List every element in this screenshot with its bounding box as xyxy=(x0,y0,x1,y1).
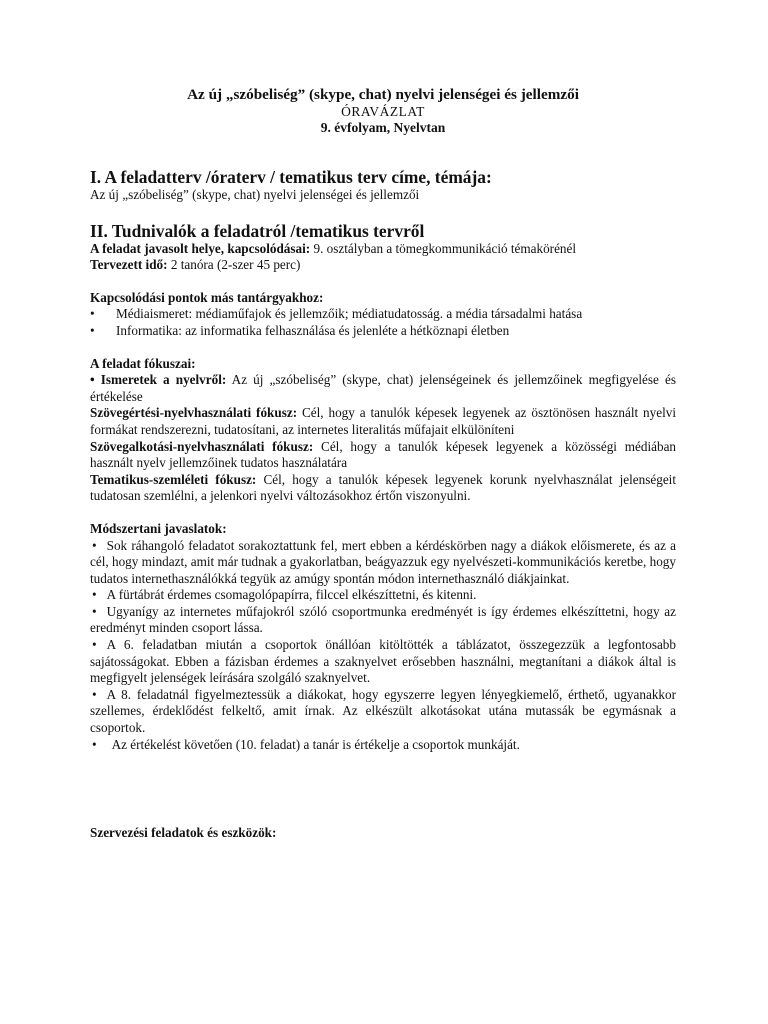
planned-time-value: 2 tanóra (2-szer 45 perc) xyxy=(167,257,301,273)
recommended-place-value: 9. osztályban a tömegkommunikáció témakörénél xyxy=(310,240,577,256)
bullet-icon: • xyxy=(90,306,95,322)
list-item-text: A 8. feladatnál figyelmeztessük a diákokat, hogy egyszerre legyen lényegkiemelő, érthető, ugyanakkor szellemes, érdeklődést felkeltő, amit írnak. Az elkészült alkotásokat utána mutassák be egymásnak a csoportok. xyxy=(90,686,676,736)
bullet-icon: • xyxy=(90,322,95,338)
section2-heading: II. Tudnivalók a feladatról /tematikus tervről xyxy=(90,220,425,241)
focus-comprehension xyxy=(90,405,676,438)
focus-knowledge-value: Az új „szóbeliség” (skype, chat) jelenségeinek és jellemzőinek megfigyelése és értékelése xyxy=(90,372,676,404)
list-item-text: Az értékelést követően (10. feladat) a tanár is értékelje a csoportok munkáját. xyxy=(111,736,520,752)
bullet-icon: • xyxy=(92,603,97,619)
methods-heading xyxy=(90,521,676,538)
section1-heading: I. A feladatterv /óraterv / tematikus terv címe, témája: xyxy=(90,167,492,187)
recommended-place-label: A feladat javasolt helye, kapcsolódásai: xyxy=(90,240,311,256)
bullet-icon: • xyxy=(92,537,97,553)
focus-comprehension-label: Szövegértési-nyelvhasználati fókusz: xyxy=(90,405,298,421)
connections-heading-text: Kapcsolódási pontok más tantárgyakhoz: xyxy=(90,289,324,305)
focus-thematic xyxy=(90,472,676,505)
planned-time-label: Tervezett idő: xyxy=(90,257,168,273)
focus-heading xyxy=(90,356,676,373)
document-page xyxy=(90,86,676,842)
list-item-text: A fürtábrát érdemes csomagolópapírra, filccel elkészíttetni, és kitenni. xyxy=(106,587,477,603)
bullet-icon: • xyxy=(90,372,95,388)
methods-list xyxy=(90,538,676,754)
organization-heading-text: Szervezési feladatok és eszközök: xyxy=(90,825,277,841)
focus-heading-text: A feladat fókuszai: xyxy=(90,355,196,371)
list-item-text: A 6. feladatban miután a csoportok önállóan kitöltötték a táblázatot, összegezzük a legfontosabb sajátosságokat. Ebben a fázisban érdemes a szaknyelvet erősebben használni, megtanítani a diákok által is megfigyelt jelenségek leírására szolgáló szaknyelvet. xyxy=(90,637,676,686)
list-item xyxy=(90,538,676,588)
focus-thematic-value: Cél, hogy a tanulók képesek legyenek korunk nyelvhasználat jelenségeit tudatosan szemlélni, a jelenkori nyelvi változásokhoz értőn viszonyulni. xyxy=(90,471,676,504)
section1-text: Az új „szóbeliség” (skype, chat) nyelvi jelenségei és jellemzői xyxy=(90,187,420,202)
methods-heading-text: Módszertani javaslatok: xyxy=(90,520,227,536)
organization-heading xyxy=(90,825,676,842)
focus-composition-value: Cél, hogy a tanulók képesek legyenek a közösségi médiában használt nyelv jellemzőinek tudatos használatára xyxy=(90,438,677,471)
connections-list xyxy=(90,306,676,339)
bullet-icon: • xyxy=(92,587,97,603)
document-subtitle: ÓRAVÁZLAT xyxy=(341,104,425,119)
focus-knowledge-label: Ismeretek a nyelvről: xyxy=(100,372,227,388)
focus-comprehension-value: Cél, hogy a tanulók képesek legyenek az ösztönösen használt nyelvi formákat rendszerezni, tudatosítani, az internetes literalitás műfajait elkülöníteni xyxy=(90,405,677,437)
focus-composition xyxy=(90,439,676,472)
list-item xyxy=(90,687,676,737)
list-item-text: Sok ráhangoló feladatot sorakoztattunk fel, mert ebben a kérdéskörben nagy a diákok előismerete, és az a cél, hogy mindazt, amit már tudnak a gyakorlatban, beágyazzuk egy nyelvészeti-kommunikációs keretbe, hogy tudatos internethasználókká tegyük az amúgy spontán módon internethasználó diákjainkat. xyxy=(90,537,676,586)
connections-heading xyxy=(90,290,676,307)
bullet-icon: • xyxy=(92,637,97,653)
list-item xyxy=(90,604,676,637)
list-item xyxy=(90,737,676,754)
bullet-icon: • xyxy=(92,736,97,752)
focus-knowledge xyxy=(90,372,676,405)
recommended-place xyxy=(90,241,676,258)
list-item xyxy=(90,323,676,340)
list-item xyxy=(90,637,676,687)
bullet-icon: • xyxy=(92,686,97,702)
list-item xyxy=(90,587,676,604)
grade-subject: 9. évfolyam, Nyelvtan xyxy=(320,120,446,135)
list-item-text: Informatika: az informatika felhasználása és jelenléte a hétköznapi életben xyxy=(116,322,510,338)
document-title: Az új „szóbeliség” (skype, chat) nyelvi jelenségei és jellemzői xyxy=(187,86,579,103)
list-item xyxy=(90,306,676,323)
list-item-text: Médiaismeret: médiaműfajok és jellemzőik; médiatudatosság. a média társadalmi hatása xyxy=(116,306,583,322)
planned-time xyxy=(90,257,676,274)
list-item-text: Ugyanígy az internetes műfajokról szóló csoportmunka eredményét is így érdemes elkészíttetni, hogy az eredményt minden csoport lássa. xyxy=(90,603,676,636)
focus-thematic-label: Tematikus-szemléleti fókusz: xyxy=(90,471,257,487)
focus-composition-label: Szövegalkotási-nyelvhasználati fókusz: xyxy=(90,438,314,454)
